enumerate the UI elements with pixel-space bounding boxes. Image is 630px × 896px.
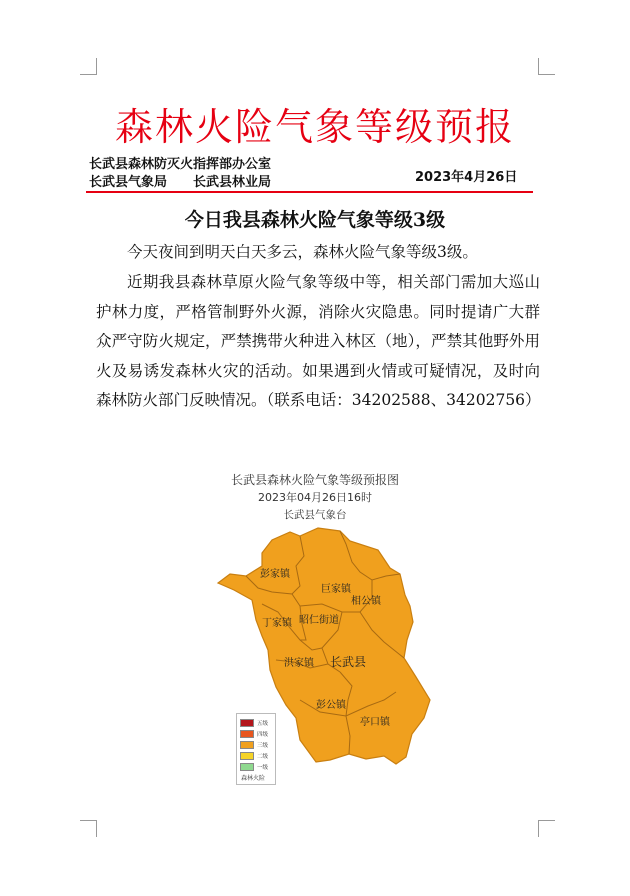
legend-row-level1 <box>240 763 268 771</box>
legend-swatch-level5 <box>240 719 254 727</box>
issuer-forestry-bureau: 长武县林业局 <box>193 175 272 190</box>
legend-label-level2: 二级 <box>257 754 269 760</box>
town-label-jutuan: 巨家镇 <box>321 584 351 595</box>
town-label-pengjia: 彭家镇 <box>260 569 290 580</box>
map-title: 长武县森林火险气象等级预报图 <box>230 473 399 487</box>
document-title: 森林火险气象等级预报 <box>114 105 515 149</box>
legend-caption: 森林火险 <box>241 775 266 782</box>
legend-label-level4: 四级 <box>257 732 269 738</box>
map-legend <box>236 713 276 785</box>
legend-label-level1: 一级 <box>257 765 269 771</box>
legend-row-level4 <box>240 730 268 738</box>
issuer-office: 长武县森林防灭火指挥部办公室 <box>89 157 272 172</box>
legend-swatch-level1 <box>240 763 254 771</box>
issuer-weather-bureau: 长武县气象局 <box>89 175 168 190</box>
map-time: 2023年04月26日16时 <box>258 491 372 504</box>
legend-swatch-level4 <box>240 730 254 738</box>
legend-row-level5 <box>240 719 268 727</box>
legend-label-level3: 三级 <box>257 743 269 749</box>
legend-row-level2 <box>240 752 268 760</box>
town-label-county: 长武县 <box>330 655 367 669</box>
town-label-pengguan: 彭公镇 <box>316 700 346 711</box>
map-source: 长武县气象台 <box>283 509 347 521</box>
legend-swatch-level2 <box>240 752 254 760</box>
paragraph-forecast: 今天夜间到明天白天多云，森林火险气象等级3级。 <box>127 243 478 261</box>
legend-label-level5: 五级 <box>257 721 269 727</box>
legend-row-level3 <box>240 741 268 749</box>
town-label-zhaoren: 昭仁街道 <box>299 615 339 626</box>
town-label-aojia: 亭口镇 <box>360 717 390 728</box>
town-label-dingjia: 丁家镇 <box>262 618 292 629</box>
legend-swatch-level3 <box>240 741 254 749</box>
headline: 今日我县森林火险气象等级3级 <box>184 209 446 231</box>
town-label-xiangshan: 相公镇 <box>351 596 381 607</box>
paragraph-advisory: 近期我县森林草原火险气象等级中等，相关部门需加大巡山护林力度，严格管制野外火源，消除火灾隐患。同时提请广大群众严守防火规定，严禁携带火种进入林区（地），严禁其他野外用火及易诱发森林火灾的活动。如果遇到火情或可疑情况，及时向森林防火部门反映情况。（联系电话：34202588、34202756） <box>96 273 541 410</box>
town-label-lusheng: 洪家镇 <box>284 658 314 669</box>
issue-date: 2023年4月26日 <box>415 170 518 185</box>
